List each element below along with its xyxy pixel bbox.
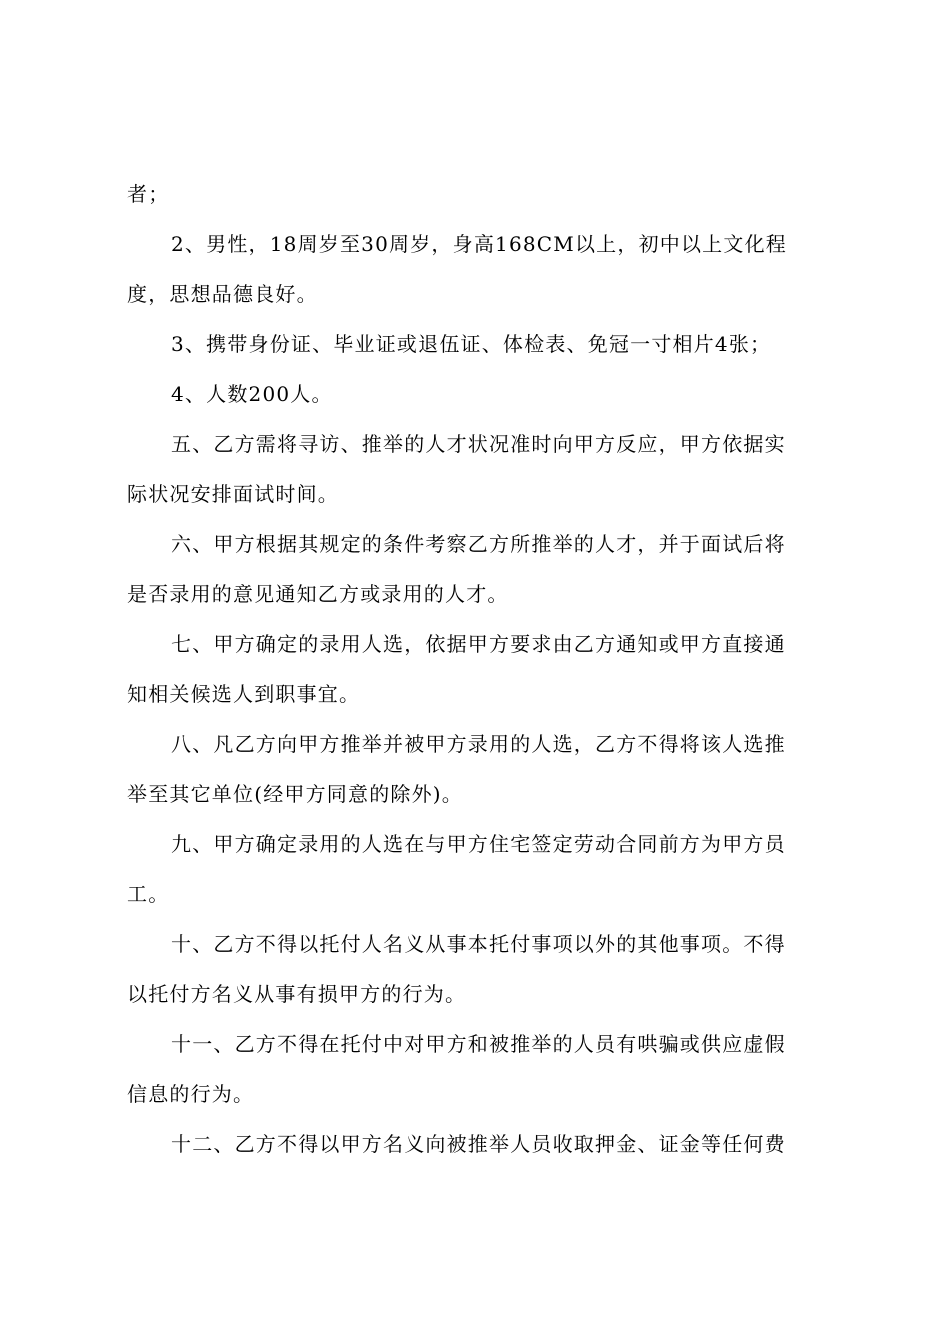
text-line: 十、乙方不得以托付人名义从事本托付事项以外的其他事项。不得: [171, 932, 786, 956]
text-line: 九、甲方确定录用的人选在与甲方住宅签定劳动合同前方为甲方员: [171, 832, 786, 856]
text-line: 六、甲方根据其规定的条件考察乙方所推举的人才，并于面试后将: [171, 532, 786, 556]
text-line: 十二、乙方不得以甲方名义向被推举人员收取押金、证金等任何费: [171, 1132, 786, 1156]
text-line: 际状况安排面试时间。: [127, 482, 339, 506]
text-line: 2、男性，18周岁至30周岁，身高168CM以上，初中以上文化程: [171, 232, 787, 256]
text-line: 是否录用的意见通知乙方或录用的人才。: [127, 582, 509, 606]
text-line: 度，思想品德良好。: [127, 282, 318, 306]
text-line: 4、人数200人。: [171, 382, 333, 406]
text-line: 3、携带身份证、毕业证或退伍证、体检表、免冠一寸相片4张；: [171, 332, 772, 356]
text-line: 以托付方名义从事有损甲方的行为。: [127, 982, 467, 1006]
text-line: 知相关候选人到职事宜。: [127, 682, 361, 706]
text-line: 八、凡乙方向甲方推举并被甲方录用的人选，乙方不得将该人选推: [171, 732, 786, 756]
text-line: 举至其它单位(经甲方同意的除外)。: [127, 782, 464, 806]
text-line: 工。: [127, 882, 170, 906]
text-line: 者；: [127, 182, 170, 206]
document-body: [127, 178, 831, 1178]
text-line: 七、甲方确定的录用人选，依据甲方要求由乙方通知或甲方直接通: [171, 632, 786, 656]
text-line: 信息的行为。: [127, 1082, 255, 1106]
text-line: 五、乙方需将寻访、推举的人才状况准时向甲方反应，甲方依据实: [171, 432, 786, 456]
text-line: 十一、乙方不得在托付中对甲方和被推举的人员有哄骗或供应虚假: [171, 1032, 786, 1056]
